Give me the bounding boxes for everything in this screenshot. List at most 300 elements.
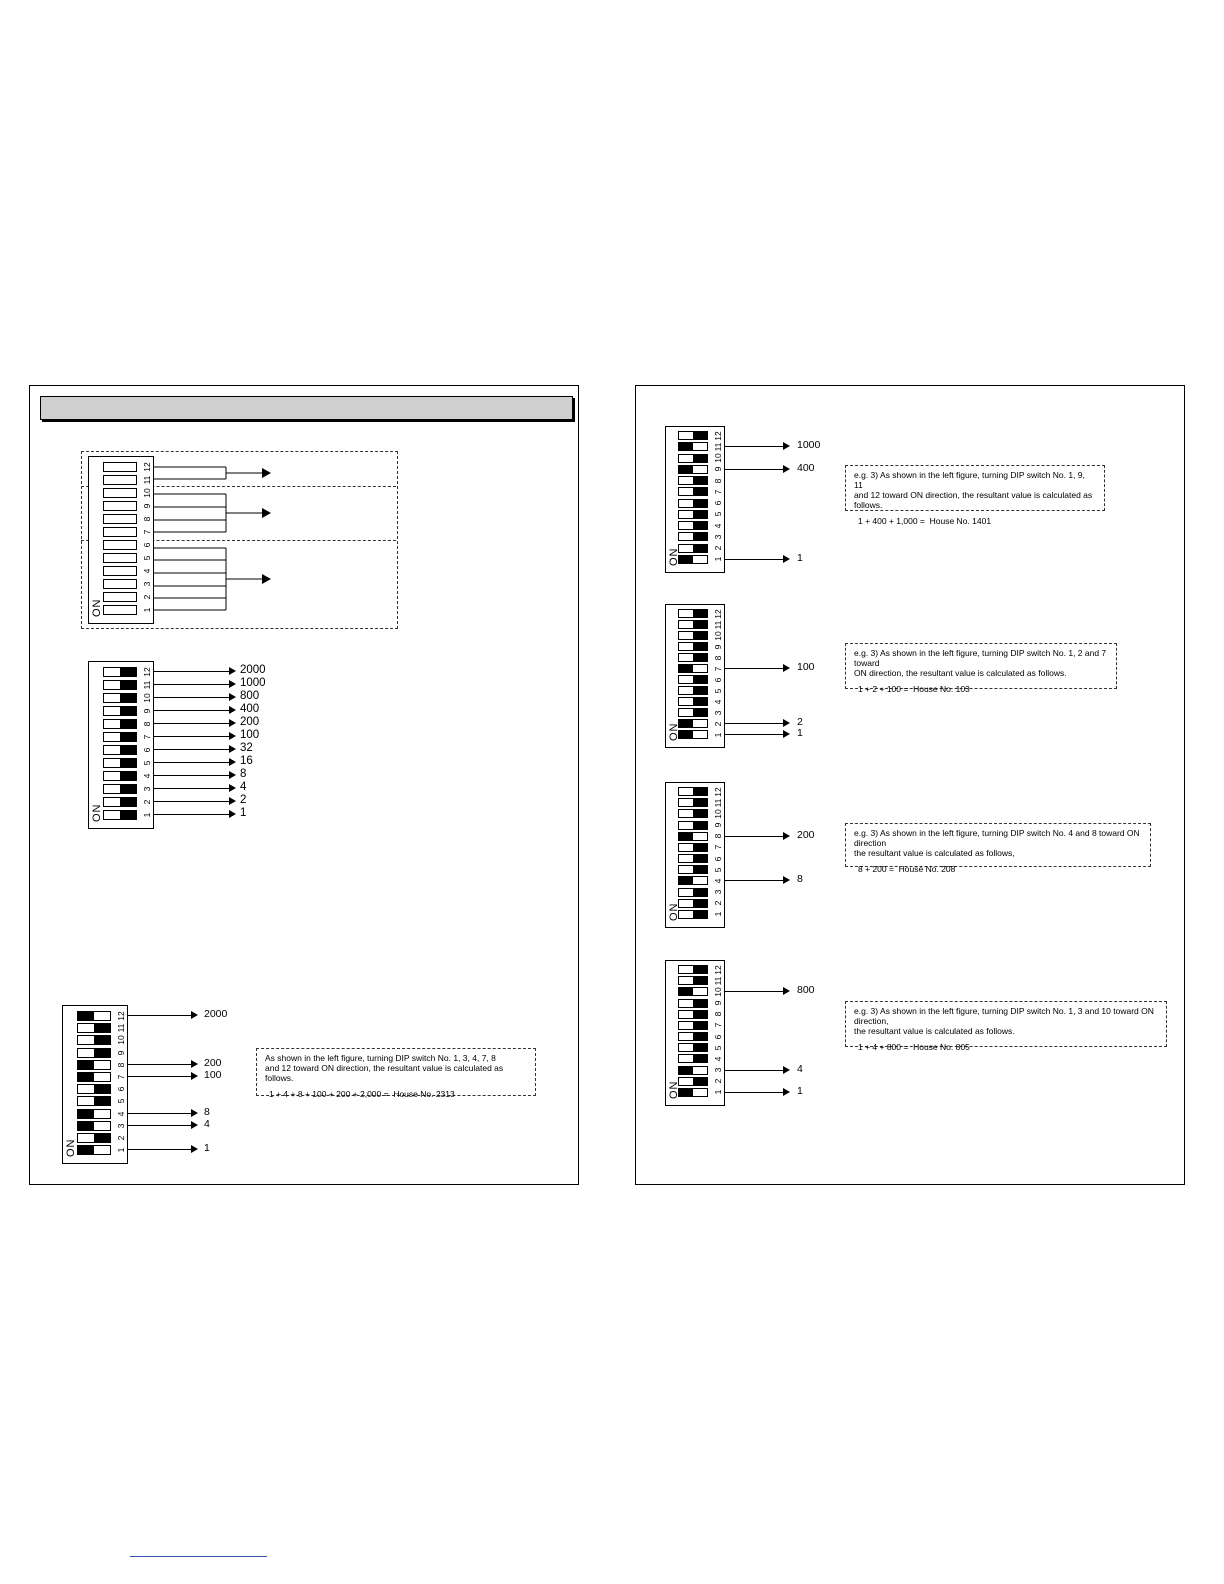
switch-knob-on [679, 731, 693, 738]
switch-number-label: 6 [116, 1086, 126, 1092]
dip-switch-4 [678, 1054, 708, 1063]
switch-knob-off [693, 788, 707, 795]
switch-knob-off [693, 533, 707, 540]
switch-number-label: 7 [713, 1022, 723, 1028]
switch-number-label: 1 [713, 556, 723, 562]
dip-switch-1 [678, 555, 708, 564]
fig2-switch-12-value: 2000 [240, 664, 266, 676]
dip-switch-4 [678, 876, 708, 885]
switch-knob-off [120, 798, 136, 806]
result: House No. 1401 [929, 516, 992, 526]
switch-number-label: 12 [116, 1011, 126, 1021]
dip-switch-11 [77, 1023, 111, 1033]
note-line-1: As shown in the left figure, turning DIP switch No. 1, 3, 4, 7, 8 [265, 1053, 496, 1063]
switch-number-label: 1 [116, 1147, 126, 1153]
switch-number-label: 5 [142, 760, 152, 766]
fig2-switch-10-arrow [153, 697, 230, 698]
equation: 8 + 200 = [858, 864, 894, 874]
ex1-switch-9-value: 400 [797, 461, 815, 474]
switch-number-label: 7 [713, 489, 723, 495]
dip-switch-2 [678, 544, 708, 553]
dip-switch-diagram-ex4 [665, 960, 725, 1106]
switch-number-label: 11 [713, 442, 723, 452]
switch-number-label: 8 [713, 655, 723, 660]
fig2-switch-3-arrow [153, 788, 230, 789]
dip-switch-1 [103, 810, 137, 820]
switch-knob-off [120, 759, 136, 767]
right-page-panel [635, 385, 1185, 1185]
switch-knob-on [78, 1073, 94, 1081]
on-direction-label: ON [668, 722, 680, 741]
dip-switch-3 [77, 1121, 111, 1131]
fig2-switch-3-value: 4 [240, 781, 247, 793]
ex2-switch-1-arrow [724, 734, 784, 735]
switch-knob-off [693, 488, 707, 495]
switch-number-label: 7 [713, 666, 723, 671]
switch-number-label: 9 [713, 644, 723, 649]
switch-number-label: 3 [142, 786, 152, 792]
example-switch-8-arrow [127, 1064, 192, 1065]
dip-switch-6 [678, 675, 708, 684]
fig2-switch-6-value: 32 [240, 742, 253, 754]
dip-switch-12 [678, 787, 708, 796]
ex3-switch-4-value: 8 [797, 873, 803, 886]
fig2-switch-2-arrow [153, 801, 230, 802]
switch-number-label: 5 [142, 555, 152, 561]
dip-switch-12 [103, 667, 137, 677]
ex1-switch-11-arrow [724, 446, 784, 447]
dip-switch-1 [103, 605, 137, 615]
switch-number-label: 6 [713, 856, 723, 861]
switch-knob-off [693, 1000, 707, 1007]
dip-switch-5 [678, 1043, 708, 1052]
switch-number-label: 10 [142, 693, 152, 703]
switch-knob-off [693, 545, 707, 552]
equation: 1 + 2 + 100 = [858, 684, 909, 694]
dip-switch-6 [103, 745, 137, 755]
switch-number-label: 2 [713, 545, 723, 551]
switch-knob-on [78, 1146, 94, 1154]
switch-number-label: 11 [713, 620, 723, 629]
ex3-switch-4-arrow [724, 880, 784, 881]
ex2-switch-7-value: 100 [797, 661, 815, 673]
ex4-switch-3-arrow [724, 1070, 784, 1071]
example-switch-12-arrow [127, 1015, 192, 1016]
dip-switch-5 [103, 758, 137, 768]
switch-knob-off [120, 733, 136, 741]
switch-number-label: 9 [713, 466, 723, 472]
switch-knob-off [693, 643, 707, 650]
switch-knob-off [120, 811, 136, 819]
on-direction-label: ON [668, 547, 680, 566]
dip-switch-9 [678, 642, 708, 651]
ex3-switch-8-value: 200 [797, 828, 815, 841]
switch-number-label: 5 [713, 688, 723, 693]
switch-knob-off [693, 455, 707, 462]
switch-number-label: 4 [142, 568, 152, 574]
dip-switch-9 [77, 1048, 111, 1058]
example-switch-12-value: 2000 [204, 1008, 228, 1020]
example-switch-3-arrow [127, 1125, 192, 1126]
example-switch-3-value: 4 [204, 1117, 210, 1130]
switch-number-label: 4 [116, 1111, 126, 1116]
ex4-switch-3-value: 4 [797, 1062, 803, 1075]
switch-number-label: 5 [713, 1045, 723, 1051]
switch-knob-off [693, 810, 707, 817]
switch-number-label: 9 [713, 822, 723, 828]
switch-knob-off [693, 610, 707, 617]
switch-knob-off [693, 432, 707, 439]
note-line-2: the resultant value is calculated as follows, [854, 848, 1015, 858]
dip-switch-11 [678, 798, 708, 807]
switch-knob-off [120, 668, 136, 676]
switch-number-label: 7 [142, 734, 152, 740]
ex3-switch-8-arrow [724, 836, 784, 837]
switch-number-label: 11 [116, 1023, 126, 1033]
switch-knob-off [693, 799, 707, 806]
note-line-2: ON direction, the resultant value is calculated as follows. [854, 668, 1067, 678]
switch-knob-off [693, 844, 707, 851]
dip-switch-4 [678, 521, 708, 530]
note-line-2: and 12 toward ON direction, the resultant value is calculated as follows. [265, 1063, 504, 1083]
switch-knob-on [78, 1012, 94, 1020]
example-switch-1-arrow [127, 1149, 192, 1150]
dip-switch-diagram-ex2 [665, 604, 725, 748]
switch-number-label: 2 [713, 721, 723, 726]
switch-number-label: 12 [713, 786, 723, 797]
switch-knob-on [679, 833, 693, 840]
switch-knob-off [94, 1024, 110, 1032]
example-note-3 [845, 823, 1151, 874]
fig2-switch-1-value: 1 [240, 807, 247, 819]
switch-number-label: 8 [713, 478, 723, 483]
fig2-switch-1-arrow [153, 814, 230, 815]
switch-knob-off [693, 855, 707, 862]
switch-knob-off [693, 676, 707, 683]
ex2-switch-2-arrow [724, 723, 784, 724]
switch-number-label: 9 [142, 503, 152, 509]
switch-knob-off [693, 1055, 707, 1062]
dip-switch-9 [678, 999, 708, 1008]
dip-switch-11 [678, 976, 708, 985]
switch-number-label: 8 [116, 1062, 126, 1068]
dip-switch-7 [678, 1021, 708, 1030]
dip-switch-6 [77, 1084, 111, 1094]
switch-knob-off [693, 477, 707, 484]
switch-number-label: 3 [713, 889, 723, 895]
switch-knob-off [693, 709, 707, 716]
dip-switch-9 [678, 465, 708, 474]
dip-switch-2 [103, 592, 137, 602]
switch-number-label: 4 [713, 878, 723, 884]
left-page-panel [29, 385, 579, 1185]
dip-switch-4 [678, 697, 708, 706]
dip-switch-diagram-ex1 [665, 426, 725, 573]
switch-knob-on [679, 1089, 693, 1096]
fig2-switch-6-arrow [153, 749, 230, 750]
switch-knob-off [120, 746, 136, 754]
switch-knob-off [693, 654, 707, 661]
equation: 1 + 4 + 800 = [858, 1042, 909, 1052]
switch-knob-off [94, 1049, 110, 1057]
switch-knob-on [679, 877, 693, 884]
dip-switch-diagram-example [62, 1005, 128, 1164]
switch-number-label: 2 [713, 1078, 723, 1084]
dip-switch-3 [678, 888, 708, 897]
switch-number-label: 8 [713, 1011, 723, 1017]
switch-knob-off [693, 822, 707, 829]
fig2-switch-9-value: 400 [240, 703, 260, 715]
switch-number-label: 8 [142, 516, 152, 522]
fig2-switch-8-arrow [153, 723, 230, 724]
switch-knob-off [693, 911, 707, 918]
dip-switch-12 [77, 1011, 111, 1021]
switch-number-label: 9 [116, 1050, 126, 1055]
fig2-switch-10-value: 800 [240, 690, 260, 702]
switch-number-label: 9 [713, 1000, 723, 1006]
switch-number-label: 2 [713, 900, 723, 906]
switch-number-label: 2 [142, 799, 152, 805]
switch-number-label: 11 [713, 798, 723, 808]
switch-knob-off [94, 1097, 110, 1105]
switch-number-label: 4 [713, 699, 723, 704]
switch-number-label: 1 [142, 812, 152, 818]
switch-knob-off [94, 1134, 110, 1142]
dip-switch-7 [678, 487, 708, 496]
dip-switch-3 [103, 784, 137, 794]
switch-knob-off [120, 694, 136, 702]
switch-knob-off [693, 977, 707, 984]
ex2-switch-2-value: 2 [797, 716, 803, 728]
switch-number-label: 4 [713, 523, 723, 528]
switch-knob-off [693, 621, 707, 628]
ex4-switch-10-arrow [724, 991, 784, 992]
dip-switch-12 [678, 431, 708, 440]
switch-number-label: 6 [713, 1034, 723, 1039]
ex4-switch-10-value: 800 [797, 984, 815, 997]
switch-number-label: 11 [142, 680, 152, 690]
switch-number-label: 7 [142, 529, 152, 535]
switch-number-label: 12 [713, 430, 723, 441]
switch-number-label: 1 [713, 1089, 723, 1095]
fig2-switch-11-value: 1000 [240, 677, 266, 689]
dip-switch-6 [103, 540, 137, 550]
ex2-switch-7-arrow [724, 668, 784, 669]
dip-switch-8 [678, 832, 708, 841]
example-switch-4-value: 8 [204, 1105, 210, 1118]
switch-knob-on [679, 443, 693, 450]
dip-switch-1 [77, 1145, 111, 1155]
dip-switch-10 [678, 987, 708, 996]
switch-number-label: 8 [142, 721, 152, 727]
dip-switch-1 [678, 910, 708, 919]
fig2-switch-11-arrow [153, 684, 230, 685]
dip-switch-2 [678, 719, 708, 728]
note-line-1: e.g. 3) As shown in the left figure, turning DIP switch No. 4 and 8 toward ON direction [854, 828, 1140, 848]
dip-switch-12 [678, 609, 708, 618]
result: House No. 2313 [393, 1089, 455, 1099]
dip-switch-7 [678, 843, 708, 852]
switch-knob-off [693, 500, 707, 507]
dip-switch-8 [77, 1060, 111, 1070]
example-note-left [256, 1048, 536, 1099]
switch-knob-off [693, 511, 707, 518]
section-header-bar [40, 396, 573, 420]
fig2-switch-9-arrow [153, 710, 230, 711]
switch-number-label: 10 [116, 1035, 126, 1046]
example-switch-4-arrow [127, 1113, 192, 1114]
switch-number-label: 7 [116, 1074, 126, 1080]
switch-knob-on [679, 988, 693, 995]
fig2-switch-5-arrow [153, 762, 230, 763]
example-switch-8-value: 200 [204, 1056, 222, 1069]
fig2-switch-4-arrow [153, 775, 230, 776]
result: House No. 103 [913, 684, 970, 694]
switch-knob-off [693, 1022, 707, 1029]
switch-knob-on [679, 556, 693, 563]
switch-number-label: 3 [713, 1067, 723, 1073]
switch-knob-off [693, 1011, 707, 1018]
switch-number-label: 10 [713, 453, 723, 463]
dip-switch-1 [678, 1088, 708, 1097]
switch-number-label: 3 [713, 710, 723, 715]
switch-number-label: 12 [142, 462, 152, 472]
switch-number-label: 12 [713, 608, 723, 619]
switch-knob-on [679, 1067, 693, 1074]
switch-knob-off [693, 1044, 707, 1051]
dip-switch-3 [678, 1066, 708, 1075]
switch-knob-on [679, 466, 693, 473]
dip-switch-7 [103, 732, 137, 742]
switch-number-label: 1 [713, 732, 723, 737]
switch-knob-off [693, 900, 707, 907]
footer-link-underline [130, 1556, 267, 1557]
switch-knob-off [693, 1078, 707, 1085]
switch-number-label: 5 [116, 1099, 126, 1104]
switch-knob-off [120, 681, 136, 689]
example-note-2 [845, 643, 1117, 694]
dip-switch-7 [77, 1072, 111, 1082]
ex4-switch-1-value: 1 [797, 1084, 803, 1097]
switch-number-label: 6 [713, 500, 723, 506]
dip-switch-5 [678, 686, 708, 695]
dip-switch-6 [678, 854, 708, 863]
switch-knob-on [78, 1110, 94, 1118]
switch-knob-off [693, 966, 707, 973]
note-line-1: e.g. 3) As shown in the left figure, turning DIP switch No. 1, 9, 11 [854, 470, 1085, 490]
result: House No. 208 [898, 864, 956, 874]
fig2-switch-7-arrow [153, 736, 230, 737]
ex1-switch-11-value: 1000 [797, 439, 821, 452]
dip-switch-1 [678, 730, 708, 739]
on-direction-label: ON [668, 902, 680, 921]
switch-knob-off [693, 522, 707, 529]
switch-number-label: 1 [142, 607, 152, 613]
dip-switch-5 [678, 510, 708, 519]
example-note-4 [845, 1001, 1167, 1052]
result: House No. 805 [913, 1042, 970, 1052]
equation: 1 + 400 + 1,000 = [858, 516, 925, 526]
switch-number-label: 7 [713, 844, 723, 850]
on-direction-label: ON [65, 1138, 77, 1157]
on-direction-label: ON [668, 1080, 680, 1099]
note-line-2: and 12 toward ON direction, the resultant value is calculated as follows. [854, 490, 1093, 510]
switch-knob-off [94, 1085, 110, 1093]
ex1-switch-1-arrow [724, 559, 784, 560]
example-switch-1-value: 1 [204, 1142, 210, 1155]
switch-knob-off [693, 632, 707, 639]
dip-switch-2 [103, 797, 137, 807]
dip-switch-5 [678, 865, 708, 874]
dip-switch-7 [103, 527, 137, 537]
example-switch-7-arrow [127, 1076, 192, 1077]
dip-switch-8 [678, 476, 708, 485]
fig2-switch-8-value: 200 [240, 716, 260, 728]
switch-knob-off [693, 866, 707, 873]
dip-switch-10 [103, 488, 137, 498]
switch-number-label: 10 [713, 987, 723, 997]
switch-number-label: 6 [142, 542, 152, 548]
dip-switch-5 [77, 1096, 111, 1106]
example-switch-7-value: 100 [204, 1069, 222, 1081]
dip-switch-diagram-blank [88, 456, 154, 624]
dip-switch-8 [103, 514, 137, 524]
equation: 1 + 4 + 8 + 100 + 200 + 2,000 = [269, 1089, 389, 1099]
switch-number-label: 4 [142, 773, 152, 779]
switch-number-label: 2 [116, 1135, 126, 1141]
switch-knob-off [120, 707, 136, 715]
switch-number-label: 12 [713, 964, 723, 975]
dip-switch-10 [678, 631, 708, 640]
dip-switch-3 [678, 708, 708, 717]
dip-switch-3 [678, 532, 708, 541]
switch-number-label: 10 [713, 630, 723, 641]
dip-switch-4 [103, 771, 137, 781]
dip-switch-9 [103, 501, 137, 511]
dip-switch-4 [103, 566, 137, 576]
dip-switch-8 [678, 653, 708, 662]
fig2-switch-7-value: 100 [240, 729, 260, 741]
dip-switch-3 [103, 579, 137, 589]
note-line-2: the resultant value is calculated as follows. [854, 1026, 1015, 1036]
ex1-switch-9-arrow [724, 469, 784, 470]
switch-number-label: 10 [713, 809, 723, 819]
example-note-1 [845, 465, 1105, 526]
switch-number-label: 3 [713, 534, 723, 540]
dip-switch-diagram-values [88, 661, 154, 829]
switch-number-label: 10 [142, 488, 152, 498]
dip-switch-11 [103, 680, 137, 690]
dip-switch-10 [678, 809, 708, 818]
switch-knob-on [679, 665, 693, 672]
dip-switch-10 [678, 454, 708, 463]
switch-knob-off [693, 1033, 707, 1040]
dip-switch-9 [678, 821, 708, 830]
fig2-switch-4-value: 8 [240, 768, 247, 780]
switch-number-label: 4 [713, 1056, 723, 1062]
switch-knob-off [120, 785, 136, 793]
dip-switch-2 [77, 1133, 111, 1143]
dip-switch-8 [678, 1010, 708, 1019]
fig2-switch-2-value: 2 [240, 794, 247, 806]
dip-switch-12 [678, 965, 708, 974]
switch-number-label: 1 [713, 911, 723, 917]
switch-knob-on [679, 720, 693, 727]
switch-number-label: 8 [713, 833, 723, 839]
ex1-switch-1-value: 1 [797, 551, 803, 564]
switch-number-label: 5 [713, 867, 723, 873]
dip-switch-12 [103, 462, 137, 472]
